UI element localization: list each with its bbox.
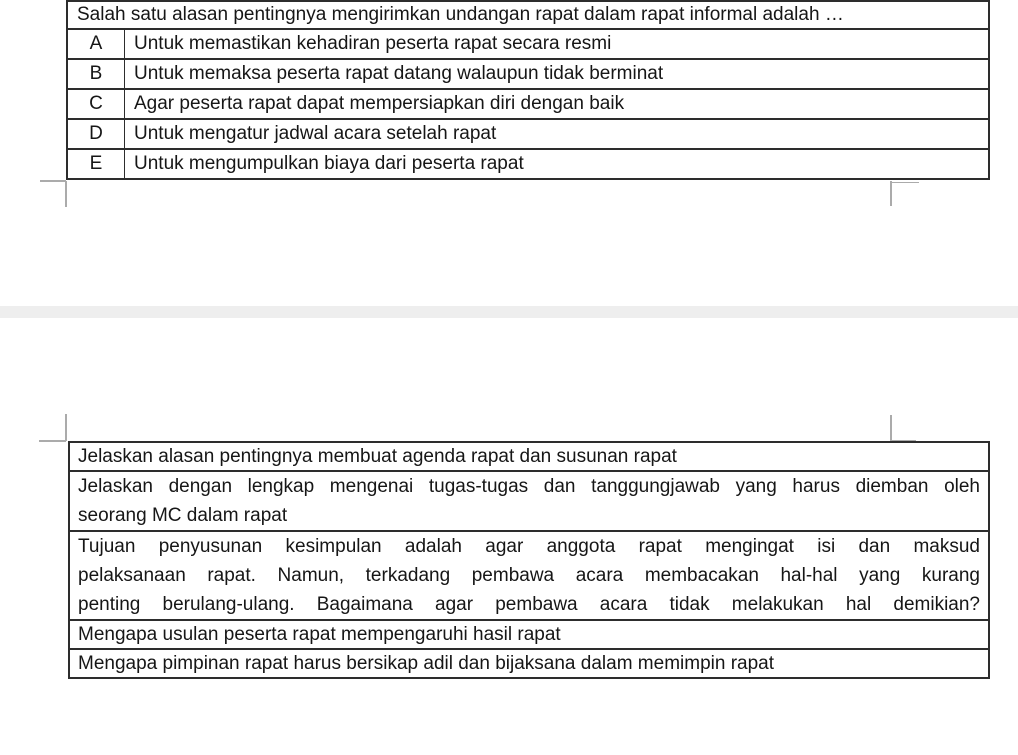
essay-question-row-1 — [70, 443, 988, 472]
mcq-option-label-c: C — [68, 90, 125, 118]
mcq-table — [66, 0, 990, 180]
page1-margin-mark-left-horizontal — [40, 180, 66, 182]
essay-question-line: Tujuan penyusunan kesimpulan adalah agar anggota rapat mengingat isi dan maksud — [78, 536, 980, 557]
essay-question-line: Mengapa pimpinan rapat harus bersikap adil dan bijaksana dalam memimpin rapat — [78, 653, 775, 674]
mcq-question-text: Salah satu alasan pentingnya mengirimkan undangan rapat dalam rapat informal adalah … — [77, 4, 844, 25]
mcq-option-text-a: Untuk memastikan kehadiran peserta rapat secara resmi — [134, 33, 612, 54]
mcq-option-text-c: Agar peserta rapat dapat mempersiapkan diri dengan baik — [134, 93, 625, 114]
mcq-option-label-b: B — [68, 60, 125, 88]
page2-margin-mark-right-vertical — [890, 415, 892, 441]
essay-question-line: seorang MC dalam rapat — [78, 505, 288, 526]
page1-margin-mark-right-vertical — [890, 181, 892, 206]
mcq-option-text-e: Untuk mengumpulkan biaya dari peserta rapat — [134, 153, 524, 174]
essay-question-line: Jelaskan alasan pentingnya membuat agenda rapat dan susunan rapat — [78, 446, 677, 467]
mcq-option-row-b — [68, 60, 988, 90]
mcq-option-text-d: Untuk mengatur jadwal acara setelah rapat — [134, 123, 497, 144]
essay-table — [68, 441, 990, 679]
page1-margin-mark-left-vertical — [65, 181, 67, 207]
page2-margin-mark-left-vertical — [65, 414, 67, 441]
mcq-option-text-b: Untuk memaksa peserta rapat datang walaupun tidak berminat — [134, 63, 664, 84]
essay-question-line: Mengapa usulan peserta rapat mempengaruhi hasil rapat — [78, 624, 561, 645]
essay-question-line: penting berulang-ulang. Bagaimana agar pembawa acara tidak melakukan hal demikian? — [78, 594, 980, 615]
mcq-option-label-e: E — [68, 150, 125, 178]
mcq-option-row-c — [68, 90, 988, 120]
essay-question-row-5 — [70, 650, 988, 677]
mcq-option-label-a: A — [68, 30, 125, 58]
page2-margin-mark-left-horizontal — [39, 440, 66, 442]
mcq-option-row-a — [68, 30, 988, 60]
essay-question-row-2 — [70, 472, 988, 532]
essay-question-row-4 — [70, 621, 988, 650]
mcq-option-row-e — [68, 150, 988, 178]
page1-margin-mark-right-horizontal — [891, 182, 919, 184]
essay-question-line: Jelaskan dengan lengkap mengenai tugas-tugas dan tanggungjawab yang harus diemban oleh — [78, 476, 980, 497]
essay-question-line: pelaksanaan rapat. Namun, terkadang pembawa acara membacakan hal-hal yang kurang — [78, 565, 980, 586]
page-gap-band — [0, 306, 1018, 318]
essay-question-row-3 — [70, 532, 988, 621]
mcq-option-row-d — [68, 120, 988, 150]
mcq-question-row — [68, 2, 988, 30]
mcq-option-label-d: D — [68, 120, 125, 148]
